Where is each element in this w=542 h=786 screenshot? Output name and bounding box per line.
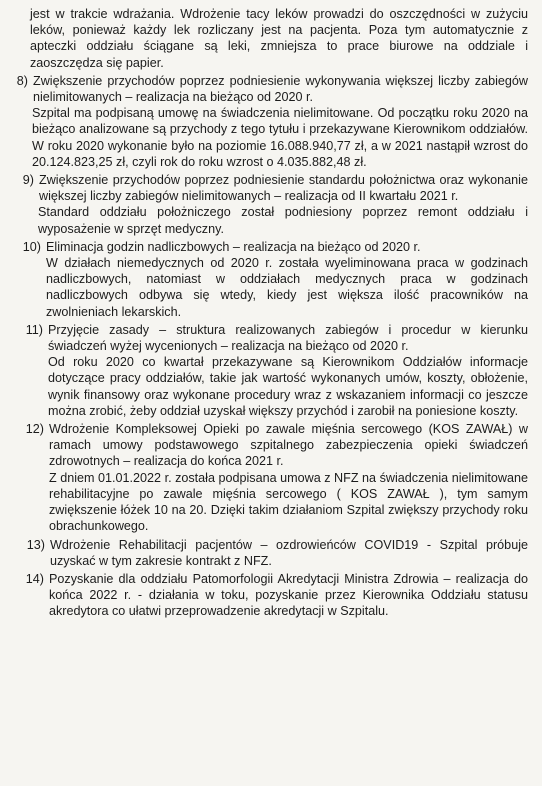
item-title: Pozyskanie dla oddziału Patomorfologii Akredytacji Ministra Zdrowia – realizacja do końca 2022 r. - działania w toku, pozyskanie przez Kierownika Oddziału statusu akredytora co ułatwi przeprowadzenie akredytacji w Szpitalu. <box>49 571 528 619</box>
item-number: 9) <box>22 173 34 188</box>
item-title: Wdrożenie Rehabilitacji pacjentów – ozdrowieńców COVID19 - Szpital próbuje uzyskać w tym zakresie kontrakt z NFZ. <box>50 537 528 568</box>
intro-paragraph: jest w trakcie wdrażania. Wdrożenie tacy leków prowadzi do oszczędności w zużyciu leków, ponieważ każdy lek rozliczany jest na pacjenta. Poza tym automatycznie z apteczki oddziału ściągane są leki, zmniejsza to prace biurowe na oddziale i zaoszczędza się papier. <box>30 7 528 70</box>
item-body: Z dniem 01.01.2022 r. została podpisana umowa z NFZ na świadczenia nielimitowane rehabilitacyjne po zawale mięśnia sercowego ( KOS ZAWAŁ ), tym samym zwiększenie łóżek 10 na 20. Dzięki takim działaniom Szpital zwiększy przychody roku obrachunkowego. <box>49 470 528 534</box>
item-title: Przyjęcie zasady – struktura realizowanych zabiegów i procedur w kierunku świadczeń wyżej wycenionych – realizacja na bieżąco od 2020 r. <box>48 322 528 354</box>
item-body: Od roku 2020 co kwartał przekazywane są Kierownikom Oddziałów informacje dotyczące pracy oddziałów, takie jak wartość wykonanych umów, koszty, obłożenie, wynik finansowy oraz wykonane procedury wraz z wskazaniem informacji co jeszcze można zrobić, żeby oddział uzyskał większy przychód i zarobił na poniesione koszty. <box>48 355 528 418</box>
item-number: 14) <box>25 571 44 586</box>
item-body: W działach niemedycznych od 2020 r. została wyeliminowana praca w godzinach nadliczbowych, natomiast w oddziałach medycznych praca w godzinach nadliczbowych odbywa się wtedy, kiedy jest większa ilość pracowników na zwolnieniach lekarskich. <box>46 256 528 319</box>
list-item-13 <box>0 537 528 569</box>
list-item-12 <box>0 421 528 534</box>
item-number: 11) <box>25 322 43 337</box>
list-item-8 <box>0 73 528 170</box>
item-body: Szpital ma podpisaną umowę na świadczenia nielimitowane. Od początku roku 2020 na bieżąco analizowane są przychody z tego tytułu i przekazywane Kierownikom oddziałów. W roku 2020 wykonanie było na poziomie 16.088.940,77 zł, a w 2021 nastąpił wzrost do 20.124.823,25 zł, czyli rok do roku wzrost o 4.035.882,48 zł. <box>32 106 528 169</box>
list-item-9 <box>0 172 528 237</box>
list-item-10 <box>0 239 528 320</box>
item-number: 8) <box>16 73 28 88</box>
item-number: 10) <box>22 239 41 254</box>
item-body: Standard oddziału położniczego został podniesiony poprzez remont oddziału i wyposażenie w sprzęt medyczny. <box>38 205 528 236</box>
list-item-11 <box>0 322 528 419</box>
item-title: Eliminacja godzin nadliczbowych – realizacja na bieżąco od 2020 r. <box>46 239 421 254</box>
item-title: Wdrożenie Kompleksowej Opieki po zawale mięśnia sercowego (KOS ZAWAŁ) w ramach umowy podstawowego szpitalnego zabezpieczenia opieki świadczeń zdrowotnych – realizacja do końca 2021 r. <box>49 422 528 469</box>
item-title: Zwiększenie przychodów poprzez podniesienie standardu położnictwa oraz wykonanie większej liczby zabiegów nielimitowanych – realizacja od II kwartału 2021 r. <box>39 173 528 204</box>
list-item-14 <box>0 571 528 620</box>
item-title: Zwiększenie przychodów poprzez podniesienie wykonywania większej liczby zabiegów nielimitowanych – realizacja na bieżąco od 2020 r. <box>33 73 528 105</box>
item-number: 12) <box>25 422 44 437</box>
item-number: 13) <box>26 537 45 552</box>
